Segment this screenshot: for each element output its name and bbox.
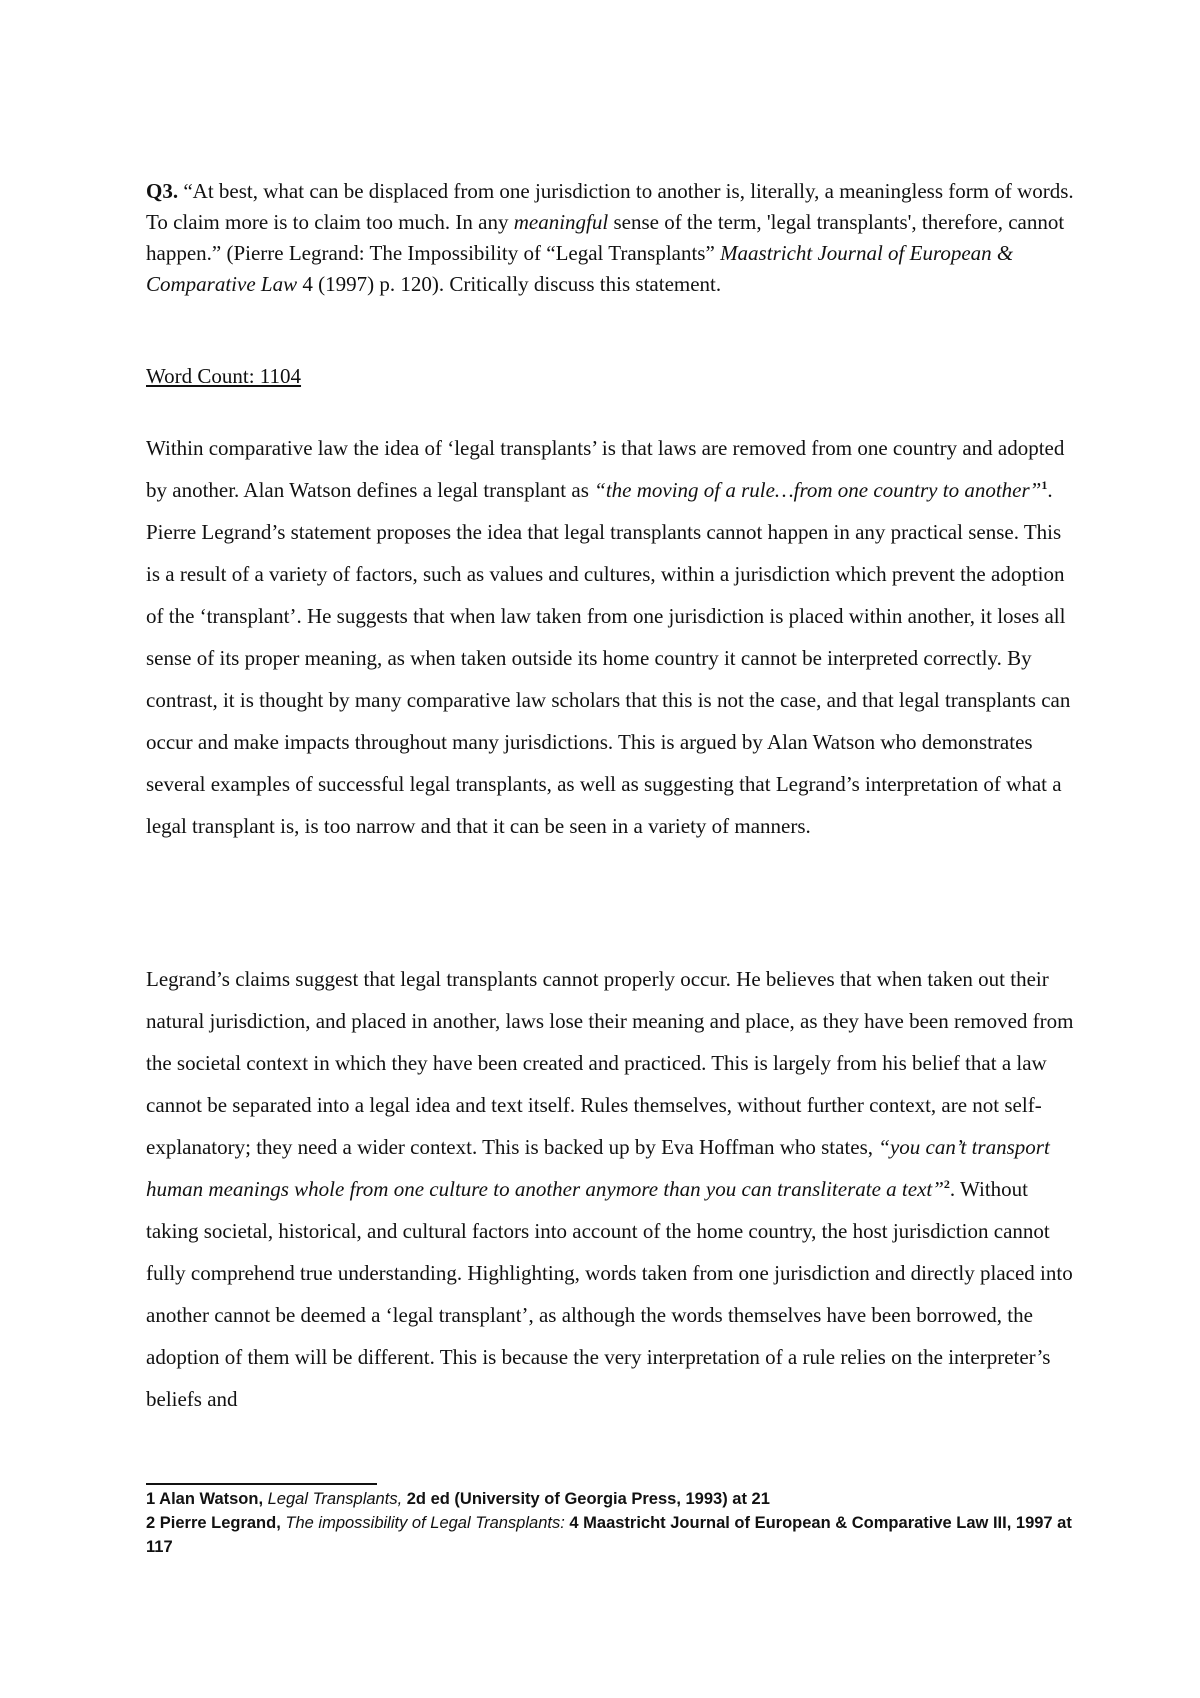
footnote-ref-1: 1 — [1041, 478, 1048, 492]
footnote-separator — [146, 1483, 377, 1485]
hoffman-quote: “you can’t transport human meanings whole from one culture to another anymore than you can transliterate a text” — [146, 1135, 1050, 1201]
footnote-1-author: 1 Alan Watson, — [146, 1490, 268, 1508]
footnote-2 — [146, 1511, 1076, 1559]
paragraph-2-text-b: . Without taking societal, historical, and cultural factors into account of the home country, the host jurisdiction cannot fully comprehend true understanding. Highlighting, words taken from one jurisdiction and directly placed into another cannot be deemed a ‘legal transplant’, as although the words themselves have been borrowed, the adoption of them will be different. This is because the very interpretation of a rule relies on the interpreter’s beliefs and — [146, 1177, 1073, 1411]
question-text-2: sense of the term, 'legal transplants', therefore, cannot happen.” (Pierre Legrand: The Impossibility of “Legal Transplants” — [146, 210, 1065, 265]
footnote-2-author: 2 Pierre Legrand, — [146, 1514, 286, 1532]
question-journal-title: Maastricht Journal of European & Comparative Law — [146, 241, 1014, 296]
paragraph-2 — [146, 958, 1076, 1420]
footnote-ref-2: 2 — [943, 1177, 950, 1191]
footnotes — [146, 1487, 1076, 1559]
footnote-1-title: Legal Transplants, — [267, 1490, 403, 1508]
question-text-3: 4 (1997) p. 120). Critically discuss this statement. — [297, 272, 722, 296]
watson-quote: “the moving of a rule…from one country to another” — [594, 478, 1042, 502]
essay-question — [146, 176, 1076, 300]
paragraph-1 — [146, 427, 1076, 847]
paragraph-1-text-a: Within comparative law the idea of ‘legal transplants’ is that laws are removed from one country and adopted by another. Alan Watson defines a legal transplant as — [146, 436, 1065, 502]
footnote-1 — [146, 1487, 1076, 1511]
question-emphasis-meaningful: meaningful — [513, 210, 609, 234]
paragraph-1-text-b: . Pierre Legrand’s statement proposes the idea that legal transplants cannot happen in any practical sense. This is a result of a variety of factors, such as values and cultures, within a jurisdiction which prevent the adoption of the ‘transplant’. He suggests that when law taken from one jurisdiction is placed within another, it loses all sense of its proper meaning, as when taken outside its home country it cannot be interpreted correctly. By contrast, it is thought by many comparative law scholars that this is not the case, and that legal transplants can occur and make impacts throughout many jurisdictions. This is argued by Alan Watson who demonstrates several examples of successful legal transplants, as well as suggesting that Legrand’s interpretation of what a legal transplant is, is too narrow and that it can be seen in a variety of manners. — [146, 478, 1071, 838]
footnote-1-details: 2d ed (University of Georgia Press, 1993) at 21 — [402, 1490, 770, 1508]
footnote-2-details: 4 Maastricht Journal of European & Comparative Law III, 1997 at 117 — [146, 1514, 1072, 1556]
question-label: Q3. — [146, 179, 179, 203]
footnote-2-title: The impossibility of Legal Transplants: — [285, 1514, 565, 1532]
question-text-1: “At best, what can be displaced from one jurisdiction to another is, literally, a meaningless form of words. To claim more is to claim too much. In any — [146, 179, 1074, 234]
word-count: Word Count: 1104 — [146, 364, 302, 388]
paragraph-2-text-a: Legrand’s claims suggest that legal transplants cannot properly occur. He believes that when taken out their natural jurisdiction, and placed in another, laws lose their meaning and place, as they have been removed from the societal context in which they have been created and practiced. This is largely from his belief that a law cannot be separated into a legal idea and text itself. Rules themselves, without further context, are not self-explanatory; they need a wider context. This is backed up by Eva Hoffman who states, — [146, 967, 1074, 1159]
